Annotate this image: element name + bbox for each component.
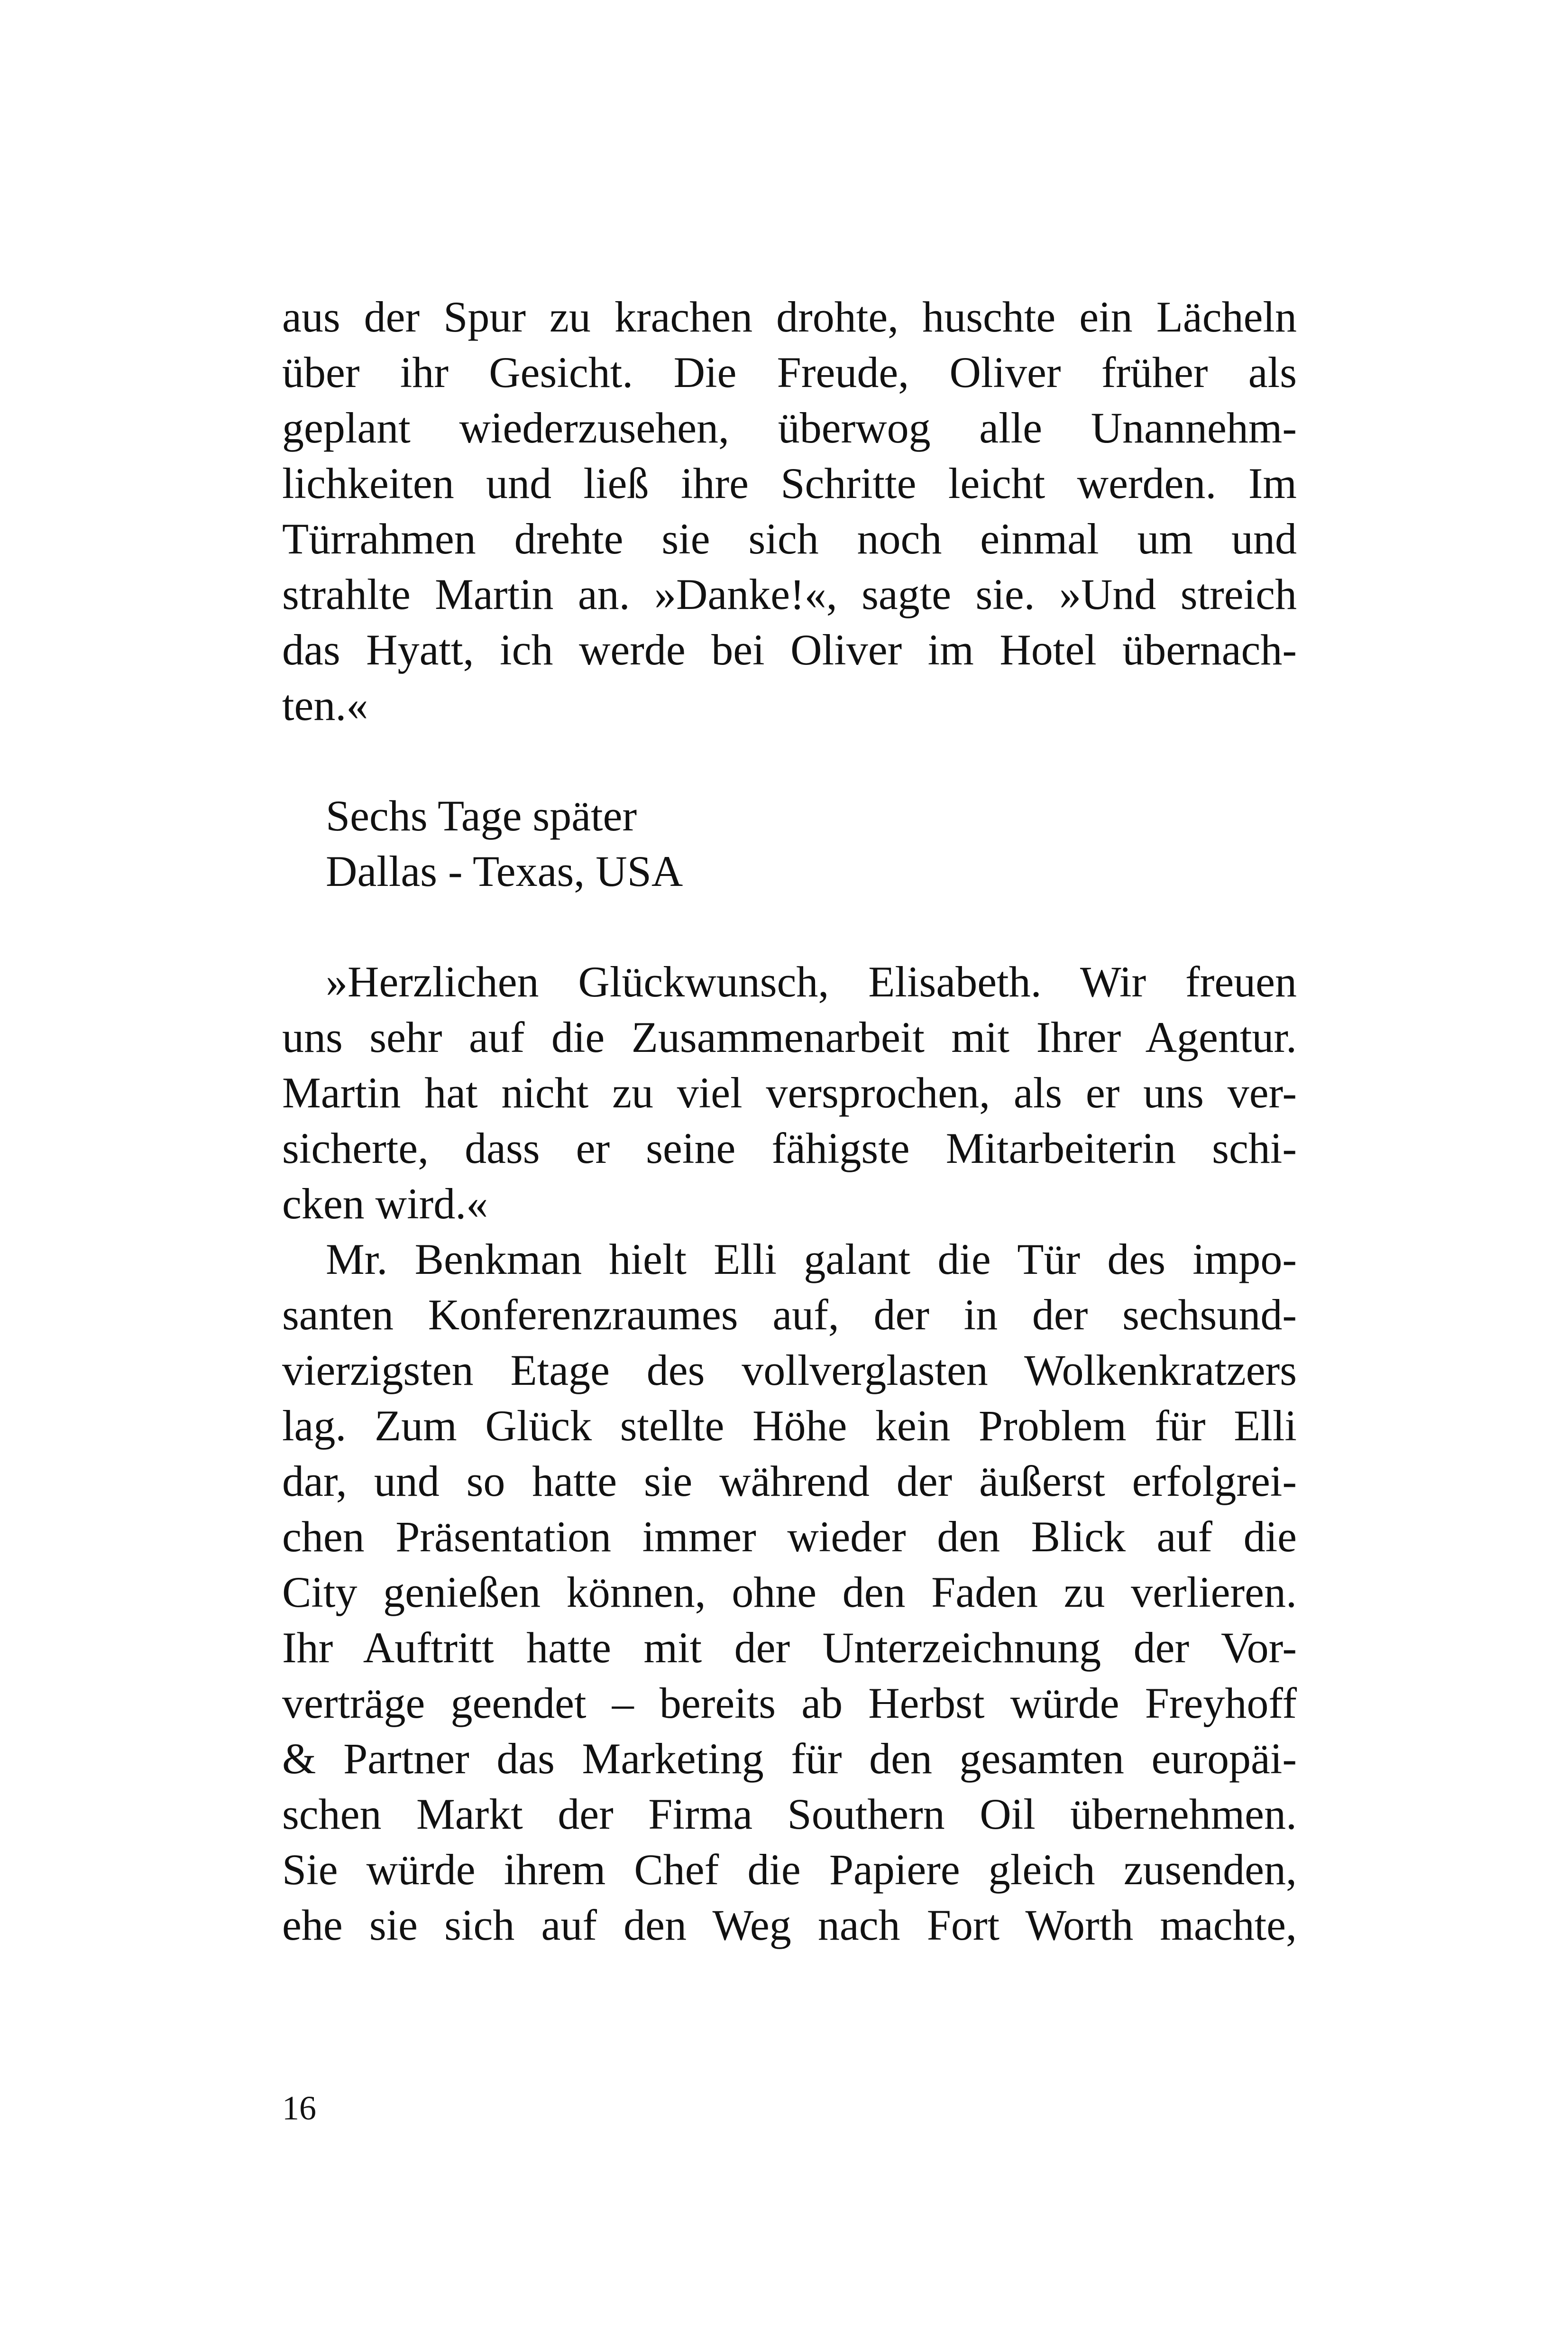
text-line: Mr. Benkman hielt Elli galant die Tür des impo- <box>326 1235 1297 1283</box>
text-line: dar, und so hatte sie während der äußerst erfolgrei- <box>282 1457 1297 1505</box>
text-line: ehe sie sich auf den Weg nach Fort Worth machte, <box>282 1901 1297 1949</box>
scene-heading <box>282 788 1297 899</box>
text-line: Martin hat nicht zu viel versprochen, als er uns ver- <box>282 1068 1297 1117</box>
text-line: santen Konferenzraumes auf, der in der sechsund- <box>282 1290 1297 1339</box>
text-line: chen Präsentation immer wieder den Blick auf die <box>282 1512 1297 1561</box>
text-line: strahlte Martin an. »Danke!«, sagte sie. »Und streich <box>282 570 1297 618</box>
text-line: vierzigsten Etage des vollverglasten Wolkenkratzers <box>282 1346 1297 1394</box>
scene-location: Dallas - Texas, USA <box>326 847 683 895</box>
paragraph-1 <box>282 289 1297 733</box>
text-line: City genießen können, ohne den Faden zu verlieren. <box>282 1568 1297 1616</box>
text-line: das Hyatt, ich werde bei Oliver im Hotel übernach- <box>282 626 1297 674</box>
text-line: & Partner das Marketing für den gesamten europäi- <box>282 1734 1297 1783</box>
paragraph-2 <box>282 954 1297 1232</box>
text-line: aus der Spur zu krachen drohte, huschte ein Lächeln <box>282 293 1297 341</box>
text-line: sicherte, dass er seine fähigste Mitarbeiterin schi- <box>282 1124 1297 1172</box>
text-line: lag. Zum Glück stellte Höhe kein Problem für Elli <box>282 1401 1297 1450</box>
text-line: lichkeiten und ließ ihre Schritte leicht werden. Im <box>282 459 1297 507</box>
page-number: 16 <box>282 2089 316 2127</box>
text-line: Sie würde ihrem Chef die Papiere gleich zusenden, <box>282 1845 1297 1894</box>
text-line: verträge geendet – bereits ab Herbst würde Freyhoff <box>282 1679 1297 1727</box>
text-line: Ihr Auftritt hatte mit der Unterzeichnung der Vor- <box>282 1623 1297 1672</box>
text-line: »Herzlichen Glückwunsch, Elisabeth. Wir freuen <box>326 958 1297 1006</box>
text-line: ten.« <box>282 681 368 729</box>
scene-time: Sechs Tage später <box>326 792 637 840</box>
text-line: uns sehr auf die Zusammenarbeit mit Ihrer Agentur. <box>282 1013 1297 1061</box>
text-line: geplant wiederzusehen, überwog alle Unannehm- <box>282 404 1297 452</box>
paragraph-3 <box>282 1232 1297 1953</box>
text-line: cken wird.« <box>282 1179 488 1228</box>
text-line: Türrahmen drehte sie sich noch einmal um und <box>282 515 1297 563</box>
text-line: über ihr Gesicht. Die Freude, Oliver früher als <box>282 348 1297 396</box>
text-line: schen Markt der Firma Southern Oil übernehmen. <box>282 1790 1297 1838</box>
